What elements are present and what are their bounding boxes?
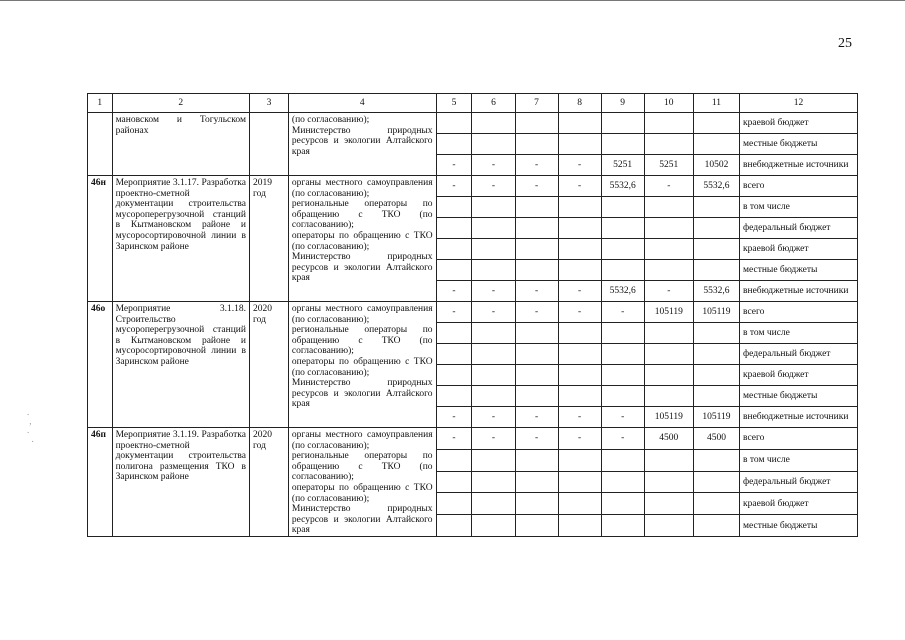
value-cell: - (644, 176, 693, 197)
value-cell: - (558, 176, 601, 197)
value-cell (693, 323, 739, 344)
value-cell (436, 218, 472, 239)
value-cell (693, 260, 739, 281)
value-cell (515, 113, 558, 134)
value-cell: - (558, 407, 601, 428)
header-row (88, 94, 858, 113)
value-cell (693, 515, 739, 537)
value-cell (693, 386, 739, 407)
value-cell: 5251 (644, 155, 693, 176)
value-cell (436, 365, 472, 386)
funding-source-cell: местные бюджеты (740, 386, 858, 407)
value-cell: - (515, 281, 558, 302)
row-id-cell: 46н (88, 176, 113, 302)
executors-cell: органы местного самоуправления (по согласованию); региональные операторы по обращению с ТКО (по согласованию); операторы по обращению с ТКО (по согласованию); Министерство природных ресурсов и экологии Алтайского края (288, 428, 436, 537)
value-cell (515, 218, 558, 239)
value-cell (472, 471, 515, 493)
value-cell (601, 493, 644, 515)
value-cell (601, 344, 644, 365)
year-cell (249, 113, 288, 176)
value-cell (472, 449, 515, 471)
value-cell (558, 197, 601, 218)
funding-source-cell: местные бюджеты (740, 515, 858, 537)
program-activities-table (87, 93, 858, 537)
funding-source-cell: внебюджетные источники (740, 281, 858, 302)
value-cell (693, 239, 739, 260)
value-cell (644, 134, 693, 155)
funding-source-cell: в том числе (740, 197, 858, 218)
value-cell (644, 260, 693, 281)
value-cell (644, 197, 693, 218)
value-cell (436, 197, 472, 218)
value-cell (436, 449, 472, 471)
value-cell (558, 113, 601, 134)
value-cell: - (644, 281, 693, 302)
value-cell: - (601, 428, 644, 450)
value-cell (436, 515, 472, 537)
value-cell: - (472, 281, 515, 302)
value-cell (644, 365, 693, 386)
value-cell (515, 386, 558, 407)
value-cell (601, 365, 644, 386)
value-cell (436, 134, 472, 155)
value-cell (472, 386, 515, 407)
value-cell (558, 344, 601, 365)
value-cell: - (472, 176, 515, 197)
value-cell (472, 515, 515, 537)
value-cell: - (436, 155, 472, 176)
value-cell (515, 197, 558, 218)
value-cell (472, 134, 515, 155)
value-cell: 5532,6 (601, 176, 644, 197)
data-row (88, 302, 858, 323)
header-cell: 9 (601, 94, 644, 113)
header-cell: 8 (558, 94, 601, 113)
value-cell (472, 197, 515, 218)
value-cell (601, 323, 644, 344)
row-id-cell (88, 113, 113, 176)
activity-cell: мановском и Тогульском районах (112, 113, 249, 176)
funding-source-cell: местные бюджеты (740, 134, 858, 155)
data-row (88, 113, 858, 134)
value-cell: - (436, 407, 472, 428)
funding-source-cell: в том числе (740, 449, 858, 471)
year-cell: 2020 год (249, 302, 288, 428)
scan-artifact-marks: . , . . (27, 407, 34, 444)
value-cell (601, 239, 644, 260)
value-cell (601, 197, 644, 218)
value-cell (515, 323, 558, 344)
value-cell (693, 493, 739, 515)
header-cell: 4 (288, 94, 436, 113)
value-cell: - (436, 176, 472, 197)
year-cell: 2019 год (249, 176, 288, 302)
value-cell (436, 471, 472, 493)
value-cell (558, 323, 601, 344)
page-number: 25 (838, 36, 852, 51)
value-cell (693, 449, 739, 471)
value-cell (436, 323, 472, 344)
value-cell (558, 134, 601, 155)
value-cell (644, 515, 693, 537)
value-cell: - (601, 302, 644, 323)
value-cell: - (601, 407, 644, 428)
value-cell (693, 113, 739, 134)
header-cell: 10 (644, 94, 693, 113)
executors-cell: (по согласованию); Министерство природных ресурсов и экологии Алтайского края (288, 113, 436, 176)
value-cell (558, 218, 601, 239)
year-cell: 2020 год (249, 428, 288, 537)
value-cell: - (515, 428, 558, 450)
value-cell: 5532,6 (693, 176, 739, 197)
funding-source-cell: местные бюджеты (740, 260, 858, 281)
value-cell: - (472, 428, 515, 450)
funding-source-cell: в том числе (740, 323, 858, 344)
value-cell (693, 365, 739, 386)
value-cell (558, 449, 601, 471)
value-cell: - (436, 281, 472, 302)
value-cell (436, 260, 472, 281)
value-cell: 105119 (693, 302, 739, 323)
value-cell (601, 386, 644, 407)
value-cell (601, 260, 644, 281)
value-cell (472, 113, 515, 134)
value-cell (693, 471, 739, 493)
value-cell: - (515, 407, 558, 428)
value-cell (436, 113, 472, 134)
funding-source-cell: федеральный бюджет (740, 218, 858, 239)
top-border-line (0, 0, 905, 1)
funding-source-cell: всего (740, 302, 858, 323)
value-cell (515, 260, 558, 281)
value-cell (558, 239, 601, 260)
funding-source-cell: внебюджетные источники (740, 155, 858, 176)
value-cell: - (472, 407, 515, 428)
row-id-cell: 46п (88, 428, 113, 537)
data-row (88, 176, 858, 197)
value-cell (472, 365, 515, 386)
activity-cell: Мероприятие 3.1.18. Строительство мусороперегрузочной станций в Кытмановском районе и мусоросортировочной линии в Заринском районе (112, 302, 249, 428)
funding-source-cell: федеральный бюджет (740, 344, 858, 365)
value-cell (558, 493, 601, 515)
value-cell (515, 471, 558, 493)
value-cell: 4500 (693, 428, 739, 450)
value-cell (558, 260, 601, 281)
row-id-cell: 46о (88, 302, 113, 428)
value-cell (436, 493, 472, 515)
header-cell: 11 (693, 94, 739, 113)
value-cell (515, 493, 558, 515)
value-cell (644, 386, 693, 407)
value-cell (644, 449, 693, 471)
funding-source-cell: краевой бюджет (740, 493, 858, 515)
value-cell: 5251 (601, 155, 644, 176)
value-cell (693, 134, 739, 155)
value-cell: 4500 (644, 428, 693, 450)
value-cell (436, 344, 472, 365)
funding-source-cell: всего (740, 428, 858, 450)
value-cell (472, 239, 515, 260)
value-cell: - (436, 302, 472, 323)
value-cell (558, 471, 601, 493)
value-cell: 105119 (644, 407, 693, 428)
value-cell: 5532,6 (601, 281, 644, 302)
value-cell: - (472, 302, 515, 323)
header-cell: 6 (472, 94, 515, 113)
value-cell: 105119 (644, 302, 693, 323)
value-cell: - (515, 155, 558, 176)
value-cell (436, 239, 472, 260)
funding-source-cell: внебюджетные источники (740, 407, 858, 428)
value-cell: - (515, 176, 558, 197)
value-cell (472, 260, 515, 281)
funding-source-cell: всего (740, 176, 858, 197)
value-cell (515, 449, 558, 471)
header-cell: 7 (515, 94, 558, 113)
value-cell: - (436, 428, 472, 450)
value-cell (644, 239, 693, 260)
header-cell: 1 (88, 94, 113, 113)
value-cell (693, 197, 739, 218)
value-cell: 105119 (693, 407, 739, 428)
value-cell: - (558, 155, 601, 176)
value-cell: - (472, 155, 515, 176)
value-cell (515, 365, 558, 386)
header-cell: 3 (249, 94, 288, 113)
value-cell: 10502 (693, 155, 739, 176)
executors-cell: органы местного самоуправления (по согласованию); региональные операторы по обращению с ТКО (по согласованию); операторы по обращению с ТКО (по согласованию); Министерство природных ресурсов и экологии Алтайского края (288, 176, 436, 302)
funding-source-cell: краевой бюджет (740, 113, 858, 134)
value-cell (558, 386, 601, 407)
activity-cell: Мероприятие 3.1.19. Разработка проектно-сметной документации строительства полигона размещения ТКО в Заринском районе (112, 428, 249, 537)
funding-source-cell: краевой бюджет (740, 239, 858, 260)
value-cell (515, 239, 558, 260)
header-cell: 5 (436, 94, 472, 113)
value-cell (601, 113, 644, 134)
value-cell (558, 365, 601, 386)
header-cell: 12 (740, 94, 858, 113)
value-cell (472, 218, 515, 239)
value-cell (515, 344, 558, 365)
value-cell (601, 471, 644, 493)
value-cell (601, 449, 644, 471)
value-cell (558, 515, 601, 537)
value-cell (601, 218, 644, 239)
value-cell (515, 515, 558, 537)
value-cell (693, 344, 739, 365)
value-cell (436, 386, 472, 407)
value-cell: - (515, 302, 558, 323)
value-cell (601, 134, 644, 155)
value-cell (472, 493, 515, 515)
value-cell: - (558, 428, 601, 450)
value-cell: 5532,6 (693, 281, 739, 302)
value-cell (601, 515, 644, 537)
value-cell (693, 218, 739, 239)
value-cell: - (558, 281, 601, 302)
activity-cell: Мероприятие 3.1.17. Разработка проектно-сметной документации строительства мусороперегрузочной станций в Кытмановском районе и мусоросортировочной линии в Заринском районе (112, 176, 249, 302)
funding-source-cell: федеральный бюджет (740, 471, 858, 493)
header-cell: 2 (112, 94, 249, 113)
value-cell (644, 113, 693, 134)
value-cell: - (558, 302, 601, 323)
value-cell (644, 471, 693, 493)
executors-cell: органы местного самоуправления (по согласованию); региональные операторы по обращению с ТКО (по согласованию); операторы по обращению с ТКО (по согласованию); Министерство природных ресурсов и экологии Алтайского края (288, 302, 436, 428)
value-cell (644, 344, 693, 365)
value-cell (515, 134, 558, 155)
value-cell (644, 218, 693, 239)
funding-source-cell: краевой бюджет (740, 365, 858, 386)
value-cell (644, 323, 693, 344)
value-cell (644, 493, 693, 515)
data-row (88, 428, 858, 450)
value-cell (472, 323, 515, 344)
value-cell (472, 344, 515, 365)
